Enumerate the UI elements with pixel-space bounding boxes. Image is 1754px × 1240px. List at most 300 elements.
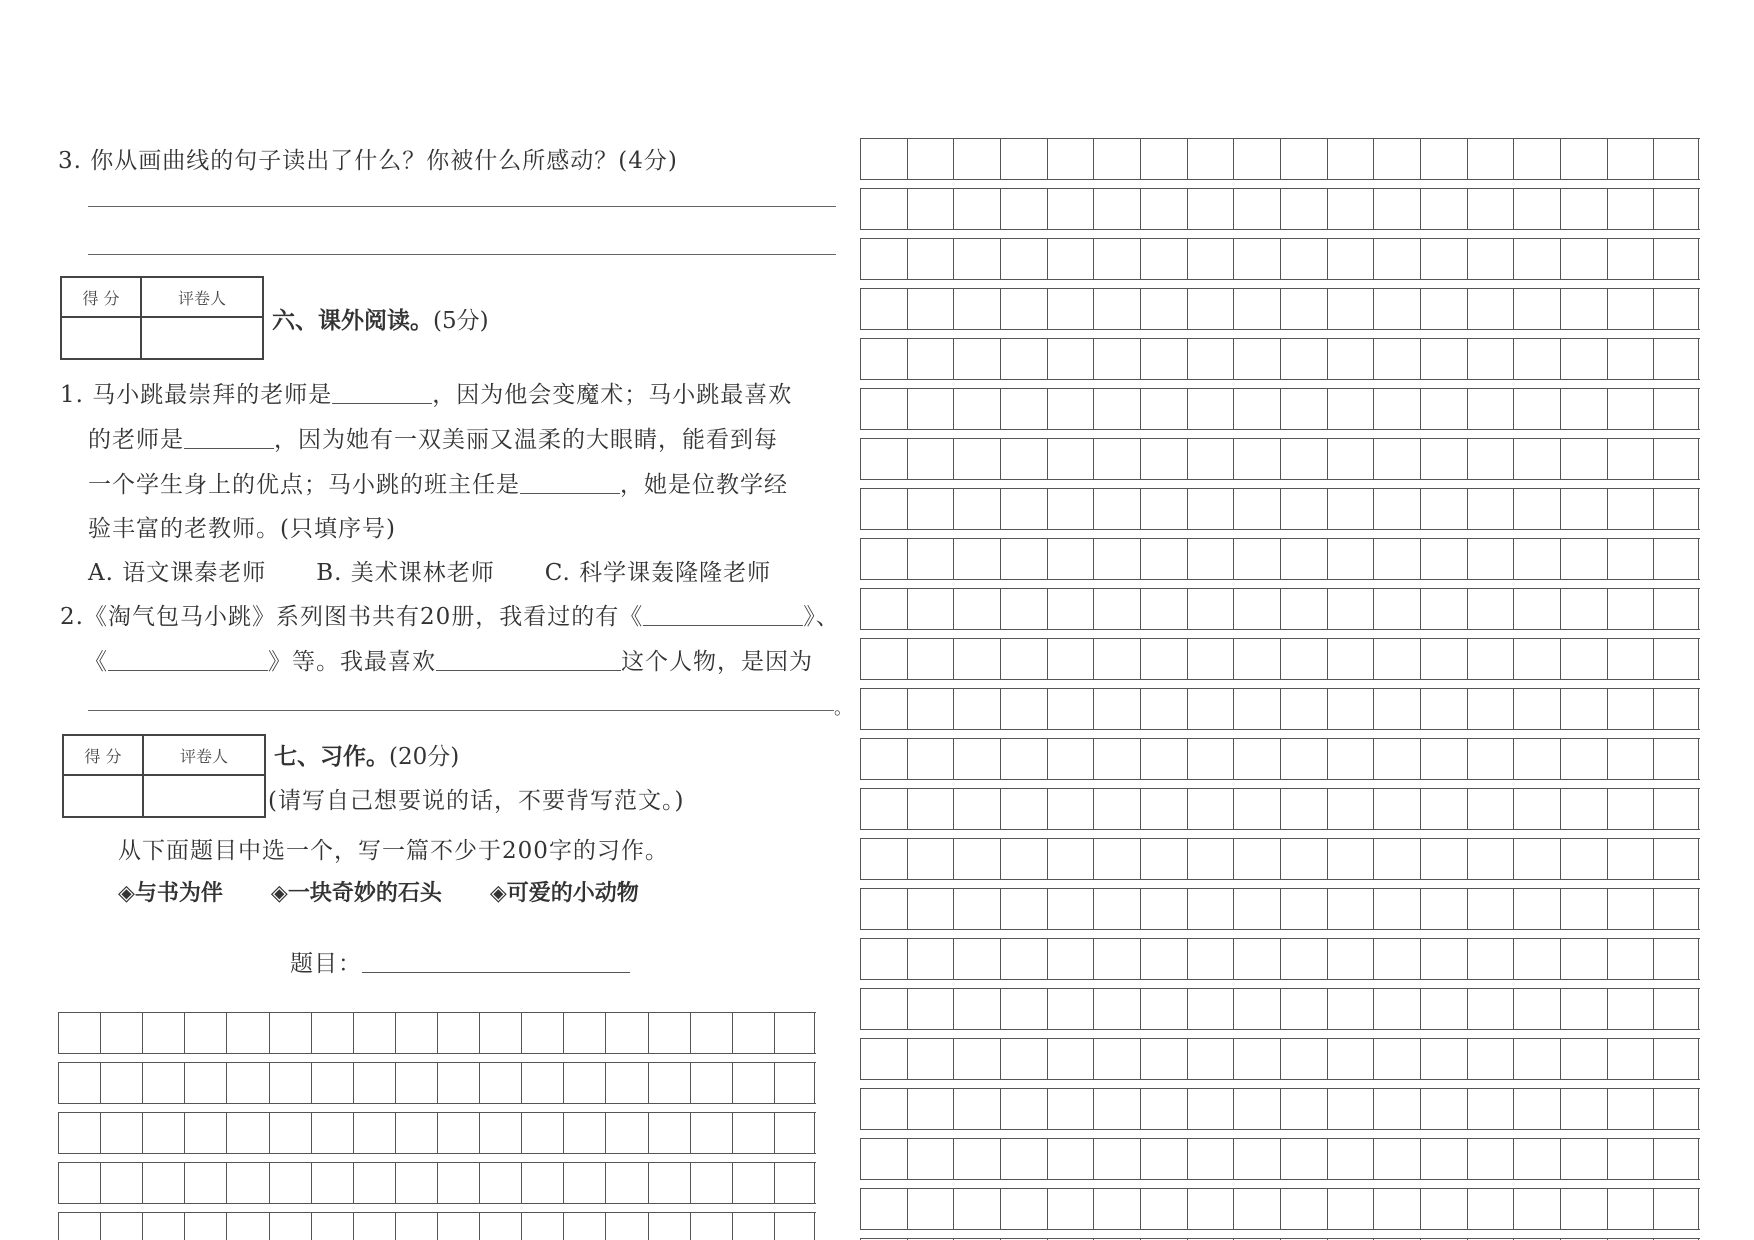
grid-cell-line xyxy=(953,389,954,429)
grid-cell-line xyxy=(1093,789,1094,829)
grid-cell-line xyxy=(953,1139,954,1179)
grid-cell-line xyxy=(226,1213,227,1240)
grid-cell-line xyxy=(226,1063,227,1103)
grid-cell-line xyxy=(1653,889,1654,929)
grid-cell-line xyxy=(1420,189,1421,229)
grid-cell-line xyxy=(1233,789,1234,829)
grid-cell-line xyxy=(1373,1039,1374,1079)
grid-cell-line xyxy=(1653,489,1654,529)
grid-cell-line xyxy=(353,1213,354,1240)
grid-cell-line xyxy=(1233,439,1234,479)
grid-cell-line xyxy=(860,839,861,879)
essay-title-row xyxy=(290,945,630,978)
grid-cell-line xyxy=(142,1163,143,1203)
grid-cell-line xyxy=(860,1039,861,1079)
s6-q2-text-e: 这个人物，是因为 xyxy=(621,649,813,675)
grid-cell-line xyxy=(1187,539,1188,579)
grid-cell-line xyxy=(1327,489,1328,529)
grid-cell-line xyxy=(1327,339,1328,379)
grid-cell-line xyxy=(907,639,908,679)
grid-row xyxy=(860,788,1700,830)
grid-cell-line xyxy=(226,1113,227,1153)
grid-cell-line xyxy=(1280,339,1281,379)
grid-cell-line xyxy=(1000,639,1001,679)
score-input[interactable] xyxy=(64,776,142,816)
grid-cell-line xyxy=(907,739,908,779)
grid-cell-line xyxy=(907,789,908,829)
grid-cell-line xyxy=(1000,1139,1001,1179)
grid-cell-line xyxy=(690,1163,691,1203)
grid-cell-line xyxy=(1513,189,1514,229)
grid-cell-line xyxy=(953,589,954,629)
grid-cell-line xyxy=(1327,739,1328,779)
grid-cell-line xyxy=(1513,689,1514,729)
grader-input[interactable] xyxy=(142,318,262,358)
grid-cell-line xyxy=(1280,239,1281,279)
grid-cell-line xyxy=(1560,539,1561,579)
grid-cell-line xyxy=(1420,989,1421,1029)
grid-cell-line xyxy=(184,1113,185,1153)
grid-cell-line xyxy=(437,1063,438,1103)
grid-cell-line xyxy=(690,1013,691,1053)
essay-prompt: 从下面题目中选一个，写一篇不少于200字的习作。 xyxy=(118,838,669,864)
grid-cell-line xyxy=(1093,539,1094,579)
grid-cell-line xyxy=(1698,639,1699,679)
grid-cell-line xyxy=(1327,939,1328,979)
grid-cell-line xyxy=(1140,739,1141,779)
grid-cell-line xyxy=(1560,1139,1561,1179)
s6-q1-line2 xyxy=(88,421,778,454)
grid-cell-line xyxy=(1327,989,1328,1029)
grid-cell-line xyxy=(907,289,908,329)
grid-cell-line xyxy=(1420,239,1421,279)
grid-cell-line xyxy=(1467,289,1468,329)
grid-cell-line xyxy=(1653,839,1654,879)
grid-cell-line xyxy=(907,1189,908,1229)
blank-favorite-teacher[interactable] xyxy=(332,381,432,404)
grid-cell-line xyxy=(907,989,908,1029)
grid-cell-line xyxy=(353,1013,354,1053)
grid-cell-line xyxy=(1093,639,1094,679)
grid-cell-line xyxy=(1653,539,1654,579)
grid-row xyxy=(860,538,1700,580)
grid-cell-line xyxy=(1698,689,1699,729)
grid-cell-line xyxy=(953,989,954,1029)
grid-cell-line xyxy=(1140,1089,1141,1129)
grid-cell-line xyxy=(1607,339,1608,379)
grid-cell-line xyxy=(907,139,908,179)
grid-cell-line xyxy=(953,689,954,729)
grid-row xyxy=(860,1088,1700,1130)
grid-cell-line xyxy=(1607,639,1608,679)
blank-book-2[interactable] xyxy=(108,648,268,671)
grid-cell-line xyxy=(953,239,954,279)
grid-cell-line xyxy=(437,1013,438,1053)
score-box-section-7 xyxy=(62,734,266,818)
score-box-section-6 xyxy=(60,276,264,360)
grid-cell-line xyxy=(1653,1139,1654,1179)
grid-cell-line xyxy=(184,1013,185,1053)
s6-q1-line3 xyxy=(88,466,788,499)
grid-cell-line xyxy=(648,1113,649,1153)
grid-cell-line xyxy=(1698,1089,1699,1129)
grid-cell-line xyxy=(1467,1089,1468,1129)
grid-cell-line xyxy=(860,1139,861,1179)
grid-cell-line xyxy=(1467,1189,1468,1229)
topic-1: ◈与书为伴 xyxy=(118,880,223,906)
s6-q1-options xyxy=(88,554,821,587)
grid-cell-line xyxy=(1233,489,1234,529)
grid-cell-line xyxy=(1047,489,1048,529)
score-label: 得 分 xyxy=(82,289,120,308)
grid-cell-line xyxy=(732,1213,733,1240)
grid-cell-line xyxy=(1000,139,1001,179)
grid-cell-line xyxy=(58,1013,59,1053)
grid-cell-line xyxy=(1513,539,1514,579)
grid-cell-line xyxy=(1373,689,1374,729)
grid-cell-line xyxy=(907,1089,908,1129)
grid-row xyxy=(860,1038,1700,1080)
grid-cell-line xyxy=(732,1063,733,1103)
grid-cell-line xyxy=(1698,589,1699,629)
grid-cell-line xyxy=(1000,389,1001,429)
grid-cell-line xyxy=(1000,889,1001,929)
grid-cell-line xyxy=(605,1063,606,1103)
grid-cell-line xyxy=(1698,439,1699,479)
grid-cell-line xyxy=(1000,739,1001,779)
grid-cell-line xyxy=(1560,989,1561,1029)
grid-cell-line xyxy=(1093,489,1094,529)
grid-cell-line xyxy=(1280,739,1281,779)
grid-cell-line xyxy=(860,739,861,779)
grid-cell-line xyxy=(953,839,954,879)
grid-cell-line xyxy=(1698,1139,1699,1179)
grid-cell-line xyxy=(907,689,908,729)
grid-cell-line xyxy=(1187,439,1188,479)
answer-line-2[interactable] xyxy=(88,254,836,255)
option-c: C. 科学课轰隆隆老师 xyxy=(544,560,772,586)
grid-cell-line xyxy=(100,1063,101,1103)
grid-cell-line xyxy=(732,1113,733,1153)
grid-cell-line xyxy=(1093,1039,1094,1079)
grid-cell-line xyxy=(58,1163,59,1203)
grid-cell-line xyxy=(184,1063,185,1103)
grid-cell-line xyxy=(1653,389,1654,429)
grid-cell-line xyxy=(860,1089,861,1129)
blank-liked-teacher[interactable] xyxy=(184,426,274,449)
grid-row xyxy=(860,838,1700,880)
grid-cell-line xyxy=(860,789,861,829)
grid-cell-line xyxy=(1560,339,1561,379)
grid-cell-line xyxy=(907,1039,908,1079)
grid-cell-line xyxy=(100,1213,101,1240)
reason-answer-line[interactable] xyxy=(88,710,834,711)
grid-cell-line xyxy=(860,289,861,329)
grid-cell-line xyxy=(1420,1039,1421,1079)
grid-row xyxy=(860,988,1700,1030)
grid-cell-line xyxy=(395,1063,396,1103)
s6-q2-line1 xyxy=(60,598,840,631)
grid-cell-line xyxy=(860,989,861,1029)
grid-cell-line xyxy=(1233,689,1234,729)
section-7-points: (20分) xyxy=(389,744,460,770)
grid-cell-line xyxy=(311,1113,312,1153)
grid-cell-line xyxy=(1467,139,1468,179)
grid-cell-line xyxy=(226,1163,227,1203)
answer-line-1[interactable] xyxy=(88,206,836,207)
grid-cell-line xyxy=(1327,1189,1328,1229)
grid-cell-line xyxy=(732,1163,733,1203)
grid-cell-line xyxy=(1140,139,1141,179)
grid-cell-line xyxy=(1047,1139,1048,1179)
grid-row xyxy=(860,388,1700,430)
grid-cell-line xyxy=(1327,1089,1328,1129)
grid-cell-line xyxy=(1000,339,1001,379)
grid-cell-line xyxy=(1187,289,1188,329)
grid-cell-line xyxy=(1327,789,1328,829)
grid-cell-line xyxy=(1607,189,1608,229)
grid-cell-line xyxy=(1047,539,1048,579)
grid-cell-line xyxy=(907,439,908,479)
grid-cell-line xyxy=(1233,989,1234,1029)
blank-head-teacher[interactable] xyxy=(520,471,620,494)
grid-cell-line xyxy=(1047,789,1048,829)
grid-cell-line xyxy=(1047,239,1048,279)
grid-cell-line xyxy=(1000,789,1001,829)
grid-row xyxy=(58,1012,816,1054)
grid-cell-line xyxy=(1467,589,1468,629)
grid-cell-line xyxy=(1467,789,1468,829)
grid-cell-line xyxy=(605,1113,606,1153)
grid-cell-line xyxy=(58,1063,59,1103)
grid-cell-line xyxy=(1513,1039,1514,1079)
grid-cell-line xyxy=(1560,239,1561,279)
grid-cell-line xyxy=(1420,439,1421,479)
grid-cell-line xyxy=(1280,839,1281,879)
topic-3: ◈可爱的小动物 xyxy=(489,880,639,906)
grid-cell-line xyxy=(311,1013,312,1053)
grid-cell-line xyxy=(860,539,861,579)
grid-cell-line xyxy=(953,739,954,779)
grid-cell-line xyxy=(521,1213,522,1240)
grid-cell-line xyxy=(907,589,908,629)
grid-row xyxy=(860,888,1700,930)
grid-cell-line xyxy=(1280,689,1281,729)
grid-cell-line xyxy=(1187,689,1188,729)
grid-cell-line xyxy=(1187,939,1188,979)
grid-cell-line xyxy=(907,889,908,929)
grid-cell-line xyxy=(479,1063,480,1103)
grid-cell-line xyxy=(1653,1189,1654,1229)
grid-cell-line xyxy=(1467,989,1468,1029)
grid-cell-line xyxy=(437,1163,438,1203)
grid-row xyxy=(860,438,1700,480)
grid-cell-line xyxy=(1513,1189,1514,1229)
grid-cell-line xyxy=(479,1163,480,1203)
grid-row xyxy=(860,688,1700,730)
grid-cell-line xyxy=(907,489,908,529)
grid-cell-line xyxy=(1047,139,1048,179)
grid-cell-line xyxy=(860,439,861,479)
s6-q1-text-d: ，因为她有一双美丽又温柔的大眼睛，能看到每 xyxy=(274,427,778,453)
grid-cell-line xyxy=(1467,739,1468,779)
grid-cell-line xyxy=(1698,489,1699,529)
grid-cell-line xyxy=(1420,389,1421,429)
grid-cell-line xyxy=(1420,139,1421,179)
grid-cell-line xyxy=(521,1163,522,1203)
grid-cell-line xyxy=(1373,789,1374,829)
grid-cell-line xyxy=(1093,189,1094,229)
grid-cell-line xyxy=(1373,539,1374,579)
grid-cell-line xyxy=(1607,239,1608,279)
grid-cell-line xyxy=(1653,289,1654,329)
s6-q2-text-c: 《 xyxy=(84,649,108,675)
writing-grid-left[interactable] xyxy=(58,1012,816,1240)
grid-cell-line xyxy=(953,1189,954,1229)
grid-cell-line xyxy=(1373,1189,1374,1229)
grid-cell-line xyxy=(1560,489,1561,529)
grid-cell-line xyxy=(1607,839,1608,879)
grid-cell-line xyxy=(1140,439,1141,479)
grid-cell-line xyxy=(953,1089,954,1129)
grid-cell-line xyxy=(1327,439,1328,479)
grid-cell-line xyxy=(1560,1189,1561,1229)
grid-cell-line xyxy=(1698,1039,1699,1079)
grid-cell-line xyxy=(953,639,954,679)
grid-cell-line xyxy=(1233,839,1234,879)
grid-cell-line xyxy=(1187,789,1188,829)
grid-cell-line xyxy=(860,139,861,179)
writing-grid-right[interactable] xyxy=(860,138,1700,1240)
grid-cell-line xyxy=(1280,189,1281,229)
grid-cell-line xyxy=(269,1063,270,1103)
grid-cell-line xyxy=(142,1213,143,1240)
grid-cell-line xyxy=(353,1063,354,1103)
grid-cell-line xyxy=(1187,189,1188,229)
grid-cell-line xyxy=(1187,989,1188,1029)
grid-cell-line xyxy=(1653,989,1654,1029)
grid-cell-line xyxy=(1047,189,1048,229)
grid-cell-line xyxy=(1140,239,1141,279)
grid-cell-line xyxy=(1327,139,1328,179)
grid-cell-line xyxy=(437,1213,438,1240)
grid-cell-line xyxy=(860,489,861,529)
grid-cell-line xyxy=(1327,289,1328,329)
grid-cell-line xyxy=(814,1163,815,1203)
grid-cell-line xyxy=(1280,939,1281,979)
grid-cell-line xyxy=(1093,939,1094,979)
grid-cell-line xyxy=(1000,489,1001,529)
grader-label: 评卷人 xyxy=(179,747,228,766)
grid-cell-line xyxy=(953,289,954,329)
grid-cell-line xyxy=(907,939,908,979)
grid-cell-line xyxy=(953,889,954,929)
grid-cell-line xyxy=(1280,139,1281,179)
grid-cell-line xyxy=(1653,139,1654,179)
grid-cell-line xyxy=(860,239,861,279)
grid-cell-line xyxy=(648,1063,649,1103)
essay-title-input[interactable] xyxy=(362,950,630,973)
grid-cell-line xyxy=(1187,839,1188,879)
s6-q2-text-d: 》等。我最喜欢 xyxy=(268,649,436,675)
grid-cell-line xyxy=(690,1113,691,1153)
grid-cell-line xyxy=(1233,189,1234,229)
grid-cell-line xyxy=(1513,889,1514,929)
grid-cell-line xyxy=(1373,289,1374,329)
blank-favorite-character[interactable] xyxy=(436,648,621,671)
grid-cell-line xyxy=(1140,639,1141,679)
grid-row xyxy=(860,488,1700,530)
grid-cell-line xyxy=(1653,439,1654,479)
grid-cell-line xyxy=(1327,539,1328,579)
grid-cell-line xyxy=(1000,239,1001,279)
grader-label: 评卷人 xyxy=(177,289,226,308)
grid-cell-line xyxy=(1467,639,1468,679)
grid-cell-line xyxy=(1373,739,1374,779)
score-input[interactable] xyxy=(62,318,140,358)
grid-cell-line xyxy=(1560,189,1561,229)
grid-cell-line xyxy=(1047,589,1048,629)
grid-cell-line xyxy=(1187,489,1188,529)
grid-cell-line xyxy=(1327,639,1328,679)
grid-cell-line xyxy=(1560,939,1561,979)
s6-q1-text-b: ，因为他会变魔术；马小跳最喜欢 xyxy=(432,382,793,408)
grid-cell-line xyxy=(1140,539,1141,579)
grid-cell-line xyxy=(1140,1189,1141,1229)
grid-cell-line xyxy=(1233,739,1234,779)
grid-cell-line xyxy=(860,189,861,229)
grid-cell-line xyxy=(563,1013,564,1053)
grid-cell-line xyxy=(907,1139,908,1179)
grid-cell-line xyxy=(1467,1039,1468,1079)
grid-cell-line xyxy=(1698,539,1699,579)
grid-cell-line xyxy=(269,1013,270,1053)
grid-cell-line xyxy=(1560,839,1561,879)
grid-cell-line xyxy=(1607,439,1608,479)
grid-cell-line xyxy=(1093,389,1094,429)
grid-cell-line xyxy=(1420,1139,1421,1179)
grid-cell-line xyxy=(1467,689,1468,729)
grid-cell-line xyxy=(1653,639,1654,679)
grid-cell-line xyxy=(1467,889,1468,929)
grid-cell-line xyxy=(269,1163,270,1203)
grid-cell-line xyxy=(1698,139,1699,179)
grid-cell-line xyxy=(1420,1089,1421,1129)
grid-cell-line xyxy=(1140,989,1141,1029)
grid-cell-line xyxy=(1140,839,1141,879)
grid-cell-line xyxy=(1467,839,1468,879)
grid-cell-line xyxy=(1140,939,1141,979)
grid-cell-line xyxy=(1233,139,1234,179)
grid-cell-line xyxy=(563,1163,564,1203)
grid-cell-line xyxy=(1000,189,1001,229)
blank-book-1[interactable] xyxy=(643,603,803,626)
grid-cell-line xyxy=(353,1163,354,1203)
grid-cell-line xyxy=(774,1113,775,1153)
grid-cell-line xyxy=(1607,1139,1608,1179)
grader-input[interactable] xyxy=(144,776,264,816)
grid-cell-line xyxy=(1233,389,1234,429)
grid-cell-line xyxy=(953,489,954,529)
grid-row xyxy=(860,188,1700,230)
grid-cell-line xyxy=(1373,889,1374,929)
grid-cell-line xyxy=(1513,1089,1514,1129)
grid-cell-line xyxy=(1000,289,1001,329)
s6-q1-line1 xyxy=(60,376,792,409)
grid-cell-line xyxy=(1327,589,1328,629)
grid-cell-line xyxy=(1140,589,1141,629)
grid-cell-line xyxy=(1093,889,1094,929)
